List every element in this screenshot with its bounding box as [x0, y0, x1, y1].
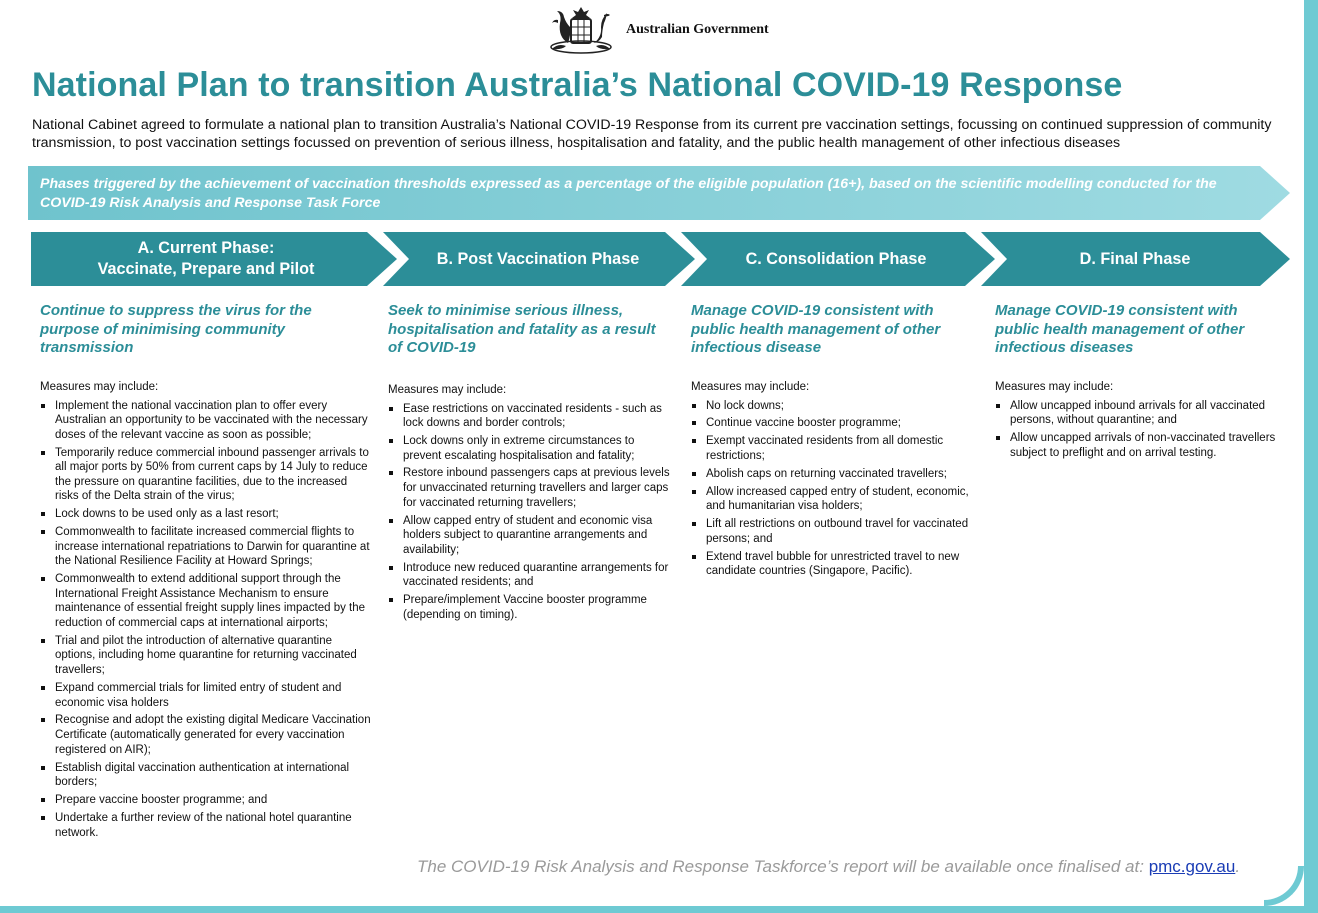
- australian-coat-of-arms-icon: [540, 3, 622, 59]
- measure-item: Extend travel bubble for unrestricted travel to new candidate countries (Singapore, Pacific).: [691, 550, 977, 579]
- measure-item: Trial and pilot the introduction of alternative quarantine options, including home quarantine for returning vaccinated travellers;: [40, 634, 372, 678]
- measure-item: Allow uncapped arrivals of non-vaccinated travellers subject to preflight and on arrival testing.: [995, 431, 1287, 460]
- measure-item: Abolish caps on returning vaccinated travellers;: [691, 467, 977, 482]
- measure-item: Lock downs only in extreme circumstances to prevent escalating hospitalisation and fatality;: [388, 434, 670, 463]
- measure-item: Commonwealth to facilitate increased commercial flights to increase international repatriations to Darwin for quarantine at the National Resilience Facility at Howard Springs;: [40, 525, 372, 569]
- phase-b-measures-label: Measures may include:: [388, 383, 507, 396]
- phase-c-goal: Manage COVID-19 consistent with public health management of other infectious disease: [691, 302, 941, 356]
- measure-item: Establish digital vaccination authentication at international borders;: [40, 761, 372, 790]
- page-title: National Plan to transition Australia’s National COVID-19 Response: [32, 66, 1123, 104]
- phase-a-label: [31, 232, 381, 286]
- government-logo: [540, 2, 785, 60]
- phase-a-label-line2: Vaccinate, Prepare and Pilot: [97, 260, 315, 278]
- intro-paragraph: National Cabinet agreed to formulate a national plan to transition Australia’s National COVID-19 Response from its current pre vaccination settings, focussing on continued suppression of community transmission, to post vaccination settings focussed on prevention of serious illness, hospitalisation and fatality, and the public health management of other infectious diseases: [32, 117, 1272, 151]
- measure-item: Lift all restrictions on outbound travel for vaccinated persons; and: [691, 517, 977, 546]
- phase-a-header: [31, 232, 397, 286]
- phase-d-label-line1: D. Final Phase: [1079, 249, 1191, 268]
- measure-item: Allow capped entry of student and economic visa holders subject to quarantine arrangements and availability;: [388, 514, 670, 558]
- measure-item: Implement the national vaccination plan to offer every Australian an opportunity to be vaccinated with the necessary doses of the relevant vaccine as soon as possible;: [40, 399, 372, 443]
- phase-b-header: [383, 232, 695, 286]
- phase-d-measures-label: Measures may include:: [995, 380, 1114, 393]
- phase-c-measures-label: Measures may include:: [691, 380, 810, 393]
- phase-c-column: [691, 302, 977, 582]
- phase-a-measures-label: Measures may include:: [40, 380, 159, 393]
- measure-item: Restore inbound passengers caps at previous levels for unvaccinated returning travellers and larger caps for vaccinated returning travellers;: [388, 466, 670, 510]
- phase-a-label-line1: A. Current Phase:: [137, 239, 275, 257]
- phase-b-measures-list: [388, 402, 670, 623]
- phase-b-label-line1: B. Post Vaccination Phase: [436, 249, 640, 268]
- phase-c-measures-list: [691, 399, 977, 579]
- measure-item: Commonwealth to extend additional support through the International Freight Assistance Mechanism to ensure maintenance of essential freight supply lines impacted by the reduction of commercial caps at international airports;: [40, 572, 372, 630]
- phase-c-label: [697, 232, 975, 286]
- measure-item: Lock downs to be used only as a last resort;: [40, 507, 372, 522]
- phase-d-column: [995, 302, 1287, 463]
- phase-c-header: [681, 232, 995, 286]
- phase-a-goal: Continue to suppress the virus for the purpose of minimising community transmission: [40, 302, 312, 356]
- banner-text: Phases triggered by the achievement of vaccination thresholds expressed as a percentage of the eligible population (16+), based on the scientific modelling conducted for the COVID-19 Risk Analysis and Response Task Force: [40, 176, 1217, 211]
- measure-item: Introduce new reduced quarantine arrangements for vaccinated residents; and: [388, 561, 670, 590]
- measure-item: Recognise and adopt the existing digital Medicare Vaccination Certificate (automatically generated for every vaccination registered on AIR);: [40, 713, 372, 757]
- measure-item: Temporarily reduce commercial inbound passenger arrivals to all major ports by 50% from current caps by 14 July to reduce the pressure on quarantine facilities, due to the increased risks of the Delta strain of the virus;: [40, 446, 372, 504]
- phase-d-goal: Manage COVID-19 consistent with public health management of other infectious diseases: [995, 302, 1245, 356]
- page-frame-corner: [1264, 866, 1304, 906]
- phase-c-label-line1: C. Consolidation Phase: [745, 249, 927, 268]
- measure-item: Exempt vaccinated residents from all domestic restrictions;: [691, 434, 977, 463]
- footer-text: The COVID-19 Risk Analysis and Response Taskforce’s report will be available once finalised at:: [417, 857, 1149, 876]
- page-frame-right: [1304, 0, 1318, 913]
- measure-item: Ease restrictions on vaccinated residents - such as lock downs and border controls;: [388, 402, 670, 431]
- measure-item: Prepare vaccine booster programme; and: [40, 793, 372, 808]
- phase-b-label: [401, 232, 675, 286]
- phase-d-header: [981, 232, 1290, 286]
- footer-link[interactable]: pmc.gov.au: [1148, 857, 1236, 876]
- measure-item: Continue vaccine booster programme;: [691, 416, 977, 431]
- footer-end: .: [1235, 857, 1241, 876]
- measure-item: Allow uncapped inbound arrivals for all vaccinated persons, without quarantine; and: [995, 399, 1287, 428]
- government-name: Australian Government: [626, 22, 769, 37]
- page-frame-bottom: [0, 906, 1318, 913]
- measure-item: Expand commercial trials for limited entry of student and economic visa holders: [40, 681, 372, 710]
- phase-b-goal: Seek to minimise serious illness, hospitalisation and fatality as a result of COVID-19: [388, 302, 656, 356]
- phase-d-label: [997, 232, 1273, 286]
- phase-a-measures-list: [40, 399, 372, 841]
- measure-item: Allow increased capped entry of student, economic, and humanitarian visa holders;: [691, 485, 977, 514]
- phase-d-measures-list: [995, 399, 1287, 461]
- measure-item: Undertake a further review of the national hotel quarantine network.: [40, 811, 372, 840]
- footer-note: [417, 857, 1240, 877]
- measure-item: Prepare/implement Vaccine booster programme (depending on timing).: [388, 593, 670, 622]
- thresholds-banner: [28, 166, 1290, 220]
- phase-b-column: [388, 302, 670, 626]
- phase-a-column: [40, 302, 372, 843]
- measure-item: No lock downs;: [691, 399, 977, 414]
